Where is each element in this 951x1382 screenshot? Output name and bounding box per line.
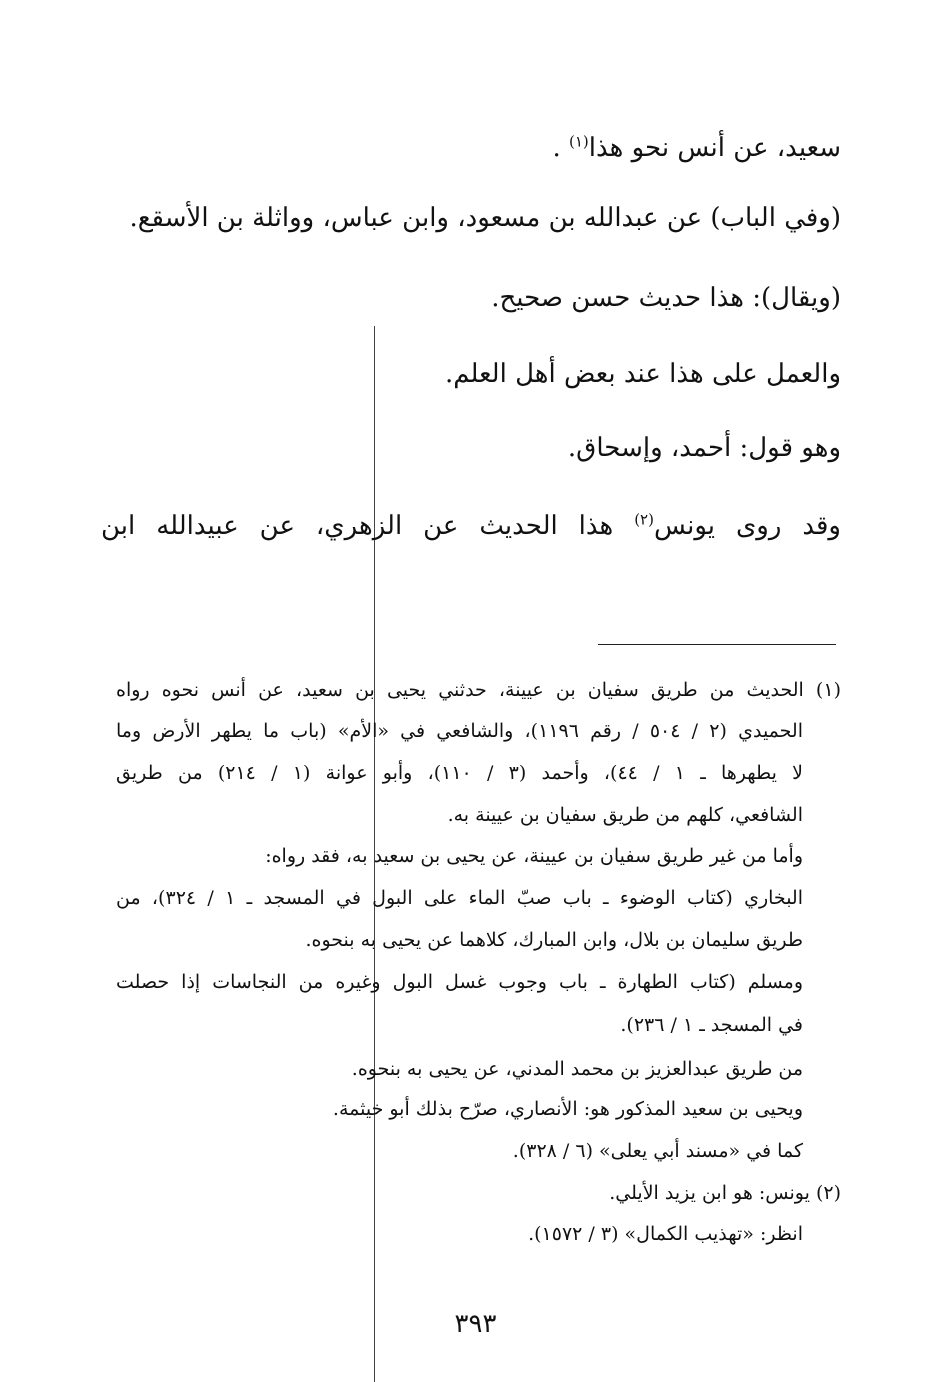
page-number: ٣٩٣	[454, 1309, 497, 1339]
main-text-line-4: والعمل على هذا عند بعض أهل العلم.	[444, 359, 841, 389]
main-text-line-3: (ويقال): هذا حديث حسن صحيح.	[491, 283, 841, 313]
footnote-separator	[598, 644, 836, 645]
footnote-ref-2[interactable]: (٢)	[634, 510, 654, 529]
main-text-line-1: سعيد، عن أنس نحو هذا$^{(١)}$ .	[552, 132, 841, 163]
footnote-line-14: انظر: «تهذيب الكمال» (٣ / ١٥٧٢).	[528, 1223, 803, 1245]
footnote-line-4: الشافعي، كلهم من طريق سفيان بن عيينة به.	[447, 804, 803, 826]
footnote-line-1: (١) الحديث من طريق سفيان بن عيينة، حدثني يحيى بن سعيد، عن أنس نحوه رواه	[116, 679, 841, 701]
main-text-line-2: (وفي الباب) عن عبدالله بن مسعود، وابن عباس، وواثلة بن الأسقع.	[129, 203, 841, 233]
footnote-line-8: ومسلم (كتاب الطهارة ـ باب وجوب غسل البول وغيره من النجاسات إذا حصلت	[116, 971, 803, 993]
footnote-line-10: من طريق عبدالعزيز بن محمد المدني، عن يحيى به بنحوه.	[351, 1058, 803, 1080]
footnote-line-13: (٢) يونس: هو ابن يزيد الأيلي.	[609, 1182, 841, 1204]
footnote-line-6: البخاري (كتاب الوضوء ـ باب صبّ الماء على البول في المسجد ـ ١ / ٣٢٤)، من	[116, 887, 804, 909]
footnote-line-7: طريق سليمان بن بلال، وابن المبارك، كلاهما عن يحيى به بنحوه.	[305, 929, 803, 951]
footnote-line-5: وأما من غير طريق سفيان بن عيينة، عن يحيى بن سعيد به، فقد رواه:	[265, 845, 803, 867]
footnote-line-2: الحميدي (٢ / ٥٠٤ / رقم ١١٩٦)، والشافعي في «الأم» (باب ما يطهر الأرض وما	[116, 720, 803, 742]
footnote-ref-1[interactable]: (١)	[569, 132, 589, 151]
footnote-line-11: ويحيى بن سعيد المذكور هو: الأنصاري، صرّح بذلك أبو خيثمة.	[332, 1098, 803, 1120]
footnote-line-9: في المسجد ـ ١ / ٢٣٦).	[620, 1014, 803, 1036]
main-text-line-6: وقد روى يونس$^{(٢)}$ هذا الحديث عن الزهري، عن عبيدالله ابن	[101, 510, 841, 541]
footnote-line-3: لا يطهرها ـ ١ / ٤٤)، وأحمد (٣ / ١١٠)، وأبو عوانة (١ / ٢١٤) من طريق	[116, 762, 803, 784]
main-text-line-5: وهو قول: أحمد، وإسحاق.	[567, 433, 841, 463]
footnote-line-12: كما في «مسند أبي يعلى» (٦ / ٣٢٨).	[512, 1140, 803, 1162]
